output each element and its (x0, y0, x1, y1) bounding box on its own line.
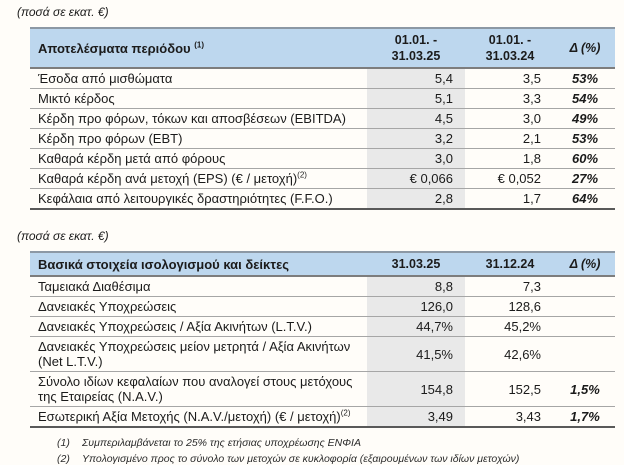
row-label-text: Δανειακές Υποχρεώσεις μείον μετρητά / Αξία Ακινήτων (Net L.T.V.) (38, 339, 351, 369)
table-row (30, 129, 615, 149)
footnote-1-number: (1) (57, 437, 70, 449)
value-prior: 128,6 (465, 297, 555, 317)
value-current: 3,2 (367, 129, 465, 149)
table-row (30, 149, 615, 169)
footnote-2-number: (2) (57, 453, 70, 465)
row-label-eps (30, 169, 367, 189)
row-label-text: Εσωτερική Αξία Μετοχής (N.A.V./μετοχή) (€ / μετοχή) (38, 409, 341, 424)
table-row (30, 89, 615, 109)
value-delta: 53% (555, 68, 615, 89)
value-prior: 42,6% (465, 337, 555, 372)
period-current-line2: 31.03.25 (391, 49, 441, 63)
value-prior: 3,5 (465, 68, 555, 89)
column-header-date-current: 31.03.25 (367, 252, 465, 276)
value-delta: 64% (555, 189, 615, 210)
value-current: 4,5 (367, 109, 465, 129)
row-label-text: Ταμειακά Διαθέσιμα (38, 279, 151, 294)
value-delta (555, 276, 615, 297)
column-header-delta-pct: Δ (%) (555, 252, 615, 276)
table-row (30, 68, 615, 89)
value-delta: 54% (555, 89, 615, 109)
value-delta: 1,5% (555, 372, 615, 407)
balance-sheet-title: Βασικά στοιχεία ισολογισμού και δείκτες (30, 252, 367, 276)
table-row (30, 337, 615, 372)
row-label-ltv (30, 317, 367, 337)
units-note-2: (ποσά σε εκατ. €) (17, 229, 109, 243)
value-current: € 0,066 (367, 169, 465, 189)
table-row (30, 169, 615, 189)
row-label-nav (30, 372, 367, 407)
value-delta (555, 297, 615, 317)
value-current: 5,4 (367, 68, 465, 89)
value-current: 41,5% (367, 337, 465, 372)
row-label-text: Κεφάλαια από λειτουργικές δραστηριότητες (F.F.O.) (38, 191, 333, 206)
row-label-nav-per-share (30, 407, 367, 428)
period-results-title (30, 28, 367, 68)
row-label-text: Δανειακές Υποχρεώσεις (38, 299, 177, 314)
row-label-text: Καθαρά κέρδη ανά μετοχή (EPS) (€ / μετοχή) (38, 171, 298, 186)
value-current: 2,8 (367, 189, 465, 210)
value-prior: 3,0 (465, 109, 555, 129)
period-prior-line1: 01.01. - (488, 33, 532, 47)
row-label-ebitda (30, 109, 367, 129)
value-current: 5,1 (367, 89, 465, 109)
value-delta: 1,7% (555, 407, 615, 428)
footnote-2-text: Υπολογισμένο προς το σύνολο των μετοχών σε κυκλοφορία (εξαιρουμένων των ιδίων μετοχών) (82, 453, 520, 465)
value-current: 44,7% (367, 317, 465, 337)
value-delta: 53% (555, 129, 615, 149)
value-delta: 49% (555, 109, 615, 129)
row-label-text: Καθαρά κέρδη μετά από φόρους (38, 151, 226, 166)
row-label-debt (30, 297, 367, 317)
table-row (30, 372, 615, 407)
row-label-text: Έσοδα από μισθώματα (38, 71, 173, 86)
value-prior: 3,3 (465, 89, 555, 109)
value-prior: 152,5 (465, 372, 555, 407)
row-label-gross-profit (30, 89, 367, 109)
footnotes (57, 437, 615, 465)
value-prior: 2,1 (465, 129, 555, 149)
period-current-line1: 01.01. - (394, 33, 438, 47)
value-prior: 45,2% (465, 317, 555, 337)
footnote-2 (57, 453, 615, 465)
table-row (30, 317, 615, 337)
value-prior: 1,7 (465, 189, 555, 210)
row-label-text: Κέρδη προ φόρων (EBT) (38, 131, 183, 146)
value-current: 126,0 (367, 297, 465, 317)
row-label-text: Μικτό κέρδος (38, 91, 115, 106)
period-results-title-text: Αποτελέσματα περιόδου (38, 40, 191, 56)
table-row (30, 109, 615, 129)
row-label-ffo (30, 189, 367, 210)
period-results-table (30, 27, 615, 210)
table-row (30, 276, 615, 297)
footnote-ref-1: (1) (194, 40, 205, 50)
row-label-rental-income (30, 68, 367, 89)
column-header-period-current (367, 28, 465, 68)
value-prior: € 0,052 (465, 169, 555, 189)
value-current: 154,8 (367, 372, 465, 407)
value-current: 3,0 (367, 149, 465, 169)
table-row (30, 189, 615, 210)
balance-sheet-header-row (30, 252, 615, 276)
value-prior: 7,3 (465, 276, 555, 297)
row-label-net-ltv (30, 337, 367, 372)
period-results-header-row (30, 28, 615, 68)
row-label-ebt (30, 129, 367, 149)
value-delta: 27% (555, 169, 615, 189)
footnote-ref-2: (2) (340, 408, 351, 418)
period-prior-line2: 31.03.24 (485, 49, 535, 63)
value-prior: 1,8 (465, 149, 555, 169)
row-label-text: Δανειακές Υποχρεώσεις / Αξία Ακινήτων (L.T.V.) (38, 319, 312, 334)
row-label-net-profit (30, 149, 367, 169)
value-delta: 60% (555, 149, 615, 169)
column-header-period-prior (465, 28, 555, 68)
value-delta (555, 317, 615, 337)
footnote-1 (57, 437, 615, 449)
value-current: 3,49 (367, 407, 465, 428)
value-current: 8,8 (367, 276, 465, 297)
column-header-date-prior: 31.12.24 (465, 252, 555, 276)
balance-sheet-table (30, 251, 615, 428)
units-note-1: (ποσά σε εκατ. €) (17, 5, 109, 19)
footnote-ref-2: (2) (297, 170, 307, 180)
value-delta (555, 337, 615, 372)
row-label-text: Κέρδη προ φόρων, τόκων και αποσβέσεων (EBITDA) (38, 111, 346, 126)
column-header-delta-pct: Δ (%) (555, 28, 615, 68)
row-label-cash (30, 276, 367, 297)
table-row (30, 297, 615, 317)
table-row (30, 407, 615, 428)
row-label-text: Σύνολο ιδίων κεφαλαίων που αναλογεί στους μετόχους της Εταιρείας (N.A.V.) (38, 374, 353, 404)
footnote-1-text: Συμπεριλαμβάνεται το 25% της ετήσιας υποχρέωσης ΕΝΦΙΑ (82, 437, 361, 449)
value-prior: 3,43 (465, 407, 555, 428)
